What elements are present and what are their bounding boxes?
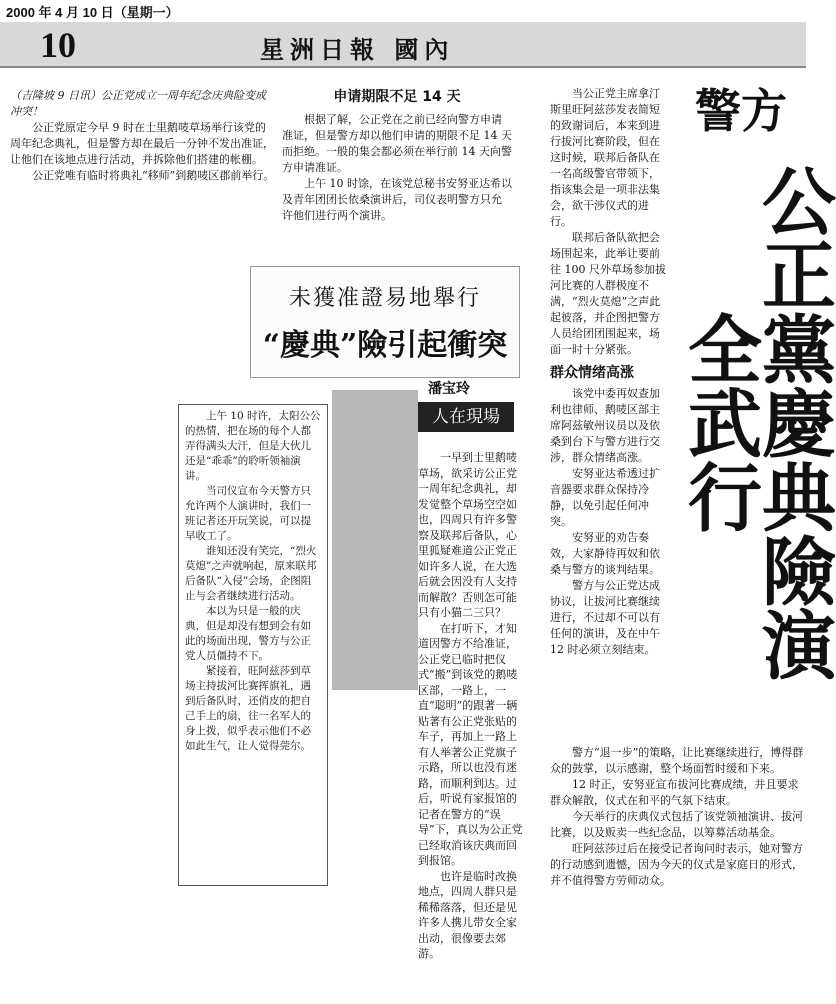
lead-column xyxy=(10,88,275,184)
feature-headline-box xyxy=(250,266,520,378)
paragraph: 紧接着，旺阿兹莎到草场主持拔河比赛挥旗礼，遇到后备队时，还俏皮的把自己手上的扇，往一名军人的身上拨，似乎表示他们不必如此生气，让人觉得莞尔。 xyxy=(185,665,311,752)
paragraph: 也许是临时改换地点，四周人群只是稀稀落落，但还是见许多人携儿带女全家出动，很像要去郊游。 xyxy=(418,869,517,960)
paragraph: 上午 10 时许，太阳公公的热情，把在场的每个人都弄得满头大汗，但是大伙儿还是“乖乖”的聆听领袖演讲。 xyxy=(185,410,321,482)
section1 xyxy=(282,89,512,224)
column-tag: 人在現場 xyxy=(418,402,514,432)
paragraph: 本以为只是一般的庆典，但是却没有想到会有如此的场面出现，警方与公正党人员僵持不下。 xyxy=(185,605,311,662)
feature-headline-2: “慶典”險引起衝突 xyxy=(262,328,508,363)
paragraph: 一早到士里鹅唛草场，欲采访公正党一周年纪念典礼，却发觉整个草场空空如也，四周只有许多警察及联邦后备队，心里狐疑难道公正党正如许多人说，在大选后就会因没有人支持而解散？否则怎可能只有小猫二三只？ xyxy=(418,451,517,619)
paragraph: 警方与公正党达成协议，让拔河比赛继续进行，不过却不可以有任何的演讲，及在中午 12 时必须立刻结束。 xyxy=(550,579,660,656)
feature-headline-1: 未獲准證易地舉行 xyxy=(288,286,481,311)
paragraph: 该党中委再奴查加利也律师、鹅唛区部主席阿兹敏州议员以及依桑到台下与警方进行交涉，群众情绪高涨。 xyxy=(550,387,660,464)
dateline: （吉隆坡 9 日讯）公正党成立一周年纪念庆典险变成冲突！ xyxy=(10,89,266,118)
paragraph: 警方“退一步”的策略，让比赛继续进行，博得群众的鼓掌，以示感谢，整个场面暂时缓和下来。 xyxy=(550,746,804,775)
section2-subhead: 群众情绪高涨 xyxy=(550,365,634,381)
paragraph: 当司仪宣布今天警方只允许两个人演讲时，我们一班记者还开玩笑说，可以提早收工了。 xyxy=(185,485,311,542)
column-3-bottom xyxy=(550,745,805,889)
news-photo xyxy=(332,390,418,690)
feature-body xyxy=(418,450,526,962)
column-3 xyxy=(550,86,670,658)
paragraph: 安努亚达希透过扩音器要求群众保持冷静，以免引起任何冲突。 xyxy=(550,467,660,528)
lead-paragraph: 公正党原定今早 9 时在士里鹅唛草场举行该党的周年纪念典礼，但是警方却在最后一分钟不发出准证，让他们在该地点进行活动，并拆除他们搭建的帐棚。 xyxy=(10,121,274,166)
paragraph: 12 时正，安努亚宣布拔河比赛成绩，并且要求群众解散，仪式在和平的气氛下结束。 xyxy=(550,778,799,807)
paragraph: 根据了解，公正党在之前已经向警方申请准证，但是警方却以他们申请的期限不足 14 天而拒绝。一般的集会都必须在举行前 14 天向警方申请准证。 xyxy=(282,113,512,174)
paragraph: 旺阿兹莎过后在接受记者询问时表示，她对警方的行动感到遗憾，因为今天的仪式是家庭日的形式，并不值得警方劳师动众。 xyxy=(550,842,803,887)
side-headline-big: 公正黨慶典險演全武行 xyxy=(676,163,836,681)
sidebar-quote xyxy=(178,404,328,886)
masthead: 星洲日報 國內 xyxy=(260,35,455,64)
paragraph: 当公正党主席拿汀斯里旺阿兹莎发表简短的致谢词后，本来到进行拔河比赛阶段，但在这时候，联邦后备队在一名高级警官带领下，指该集会是一项非法集会，欲干涉仪式的进行。 xyxy=(550,87,660,228)
paragraph: 联邦后备队欲把会场围起来，此举让要前往 100 尺外草场参加拔河比赛的人群极度不满，“烈火莫熄”之声此起彼落，并企图把警方人员给团团围起来，场面一时十分紧张。 xyxy=(550,231,666,356)
paragraph: 今天举行的庆典仪式包括了该党领袖演讲、拔河比赛，以及贩卖一些纪念品，以筹募活动基金。 xyxy=(550,810,803,839)
paragraph: 安努亚的劝告奏效，大家静待再奴和依桑与警方的谈判结果。 xyxy=(550,531,660,576)
issue-date: 2000 年 4 月 10 日（星期一） xyxy=(6,5,179,20)
side-headline-small: 警方 xyxy=(695,84,787,138)
byline-author: 潘宝玲 xyxy=(428,381,470,397)
paragraph: 在打听下，才知道因警方不给准证，公正党已临时把仪式“搬”到该党的鹅唛区部，一路上，一直“聪明”的跟著一辆贴著有公正党张贴的车子，再加上一路上有人举著公正党旗子示路，所以也没有迷路，而顺利到达。过后，听说有家报馆的记者在警方的“误导”下，真以为公正党已经取消该庆典而回到报馆。 xyxy=(418,621,523,867)
side-headline xyxy=(676,84,836,726)
paragraph: 谁知还没有笑完，“烈火莫熄”之声就响起，原来联邦后备队“入侵”会场，企图阻止与会者继续进行活动。 xyxy=(185,545,317,602)
page-number: 10 xyxy=(40,25,76,65)
section1-subhead: 申请期限不足 14 天 xyxy=(333,89,461,105)
lead-paragraph: 公正党唯有临时将典礼“移师”到鹅唛区郡前举行。 xyxy=(32,169,275,182)
paragraph: 上午 10 时馀，在该党总秘书安努亚达希以及青年团团长依桑演讲后，司仪表明警方只允许他们进行两个演讲。 xyxy=(282,177,512,222)
